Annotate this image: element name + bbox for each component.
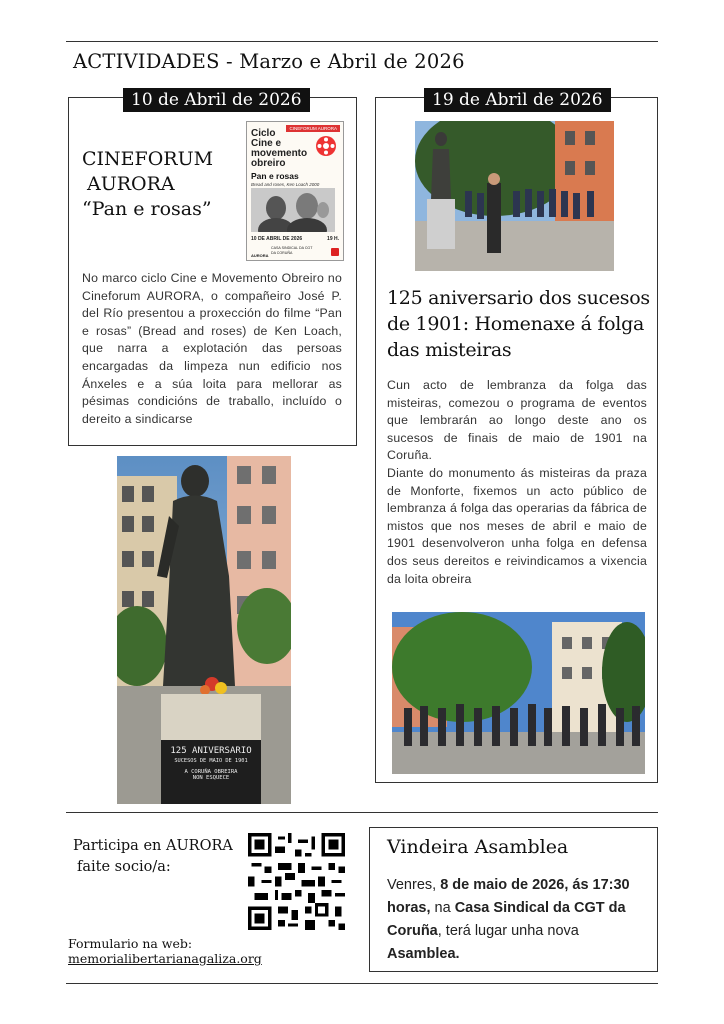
assembly-word: Asamblea. [387,946,460,962]
event1-title-line2: AURORA [87,173,175,195]
website-link[interactable]: memorialibertarianagaliza.org [68,951,262,966]
plaque-line3: A CORUÑA OBREIRA [184,769,238,775]
form-label: Formulario na web: [68,936,193,951]
poster-venue-2: DA CORUÑA [271,250,293,255]
assembly-title: Vindeira Asamblea [387,836,569,858]
event1-title-line3: “Pan e rosas” [82,198,212,220]
bottom-rule [66,983,658,984]
join-text [73,836,233,878]
event1-title-line1: CINEFORUM [82,148,214,170]
cgt-logo-icon [331,248,339,256]
event2-title: 125 aniversario dos sucesos de 1901: Homenaxe á folga das misteiras [387,287,650,361]
event1-body: No marco ciclo Cine e Movemento Obreiro no Cineforum AURORA, o compañeiro José P. del Río presentou a proxección do filme “Pan e rosas” (Bread and roses) de Ken Loach, que narra a explotación das persoas encargadas da limpeza nun edificio nos Ánxeles e a súa loita para mellorar as pésimas condicións de traballo, incluído o dereito a sindicarse [82,271,342,426]
poster-photo [251,188,335,232]
gathering-photo-bottom [392,612,645,774]
plaque-line1: 125 ANIVERSARIO [170,746,252,756]
film-poster [246,121,344,261]
page-title: ACTIVIDADES - Marzo e Abril de 2026 [73,50,465,73]
plaque-line4: NON ESQUECE [192,775,230,781]
poster-badge: CINEFORUM AURORA [286,125,340,132]
assembly-text-2: na [430,900,455,916]
poster-date: 10 DE ABRIL DE 2026 [251,236,303,242]
poster-venue [271,246,312,255]
poster-film-subtitle: Bread and roses, Ken Loach 2000 [251,182,320,187]
poster-film-title: Pan e rosas [251,171,299,181]
event2-body-p2: Diante do monumento ás misteiras da praza de Monforte, fixemos un acto público de lembranza á folga das operarias da fábrica de mistos que nos meses de abril e maio de 1901 desenvolveron unha folga en defensa dos seus dereitos e reivindicamos a vixencia da loita obreira [387,465,647,586]
poster-heading-2: Cine e [251,138,282,149]
gathering-photo-top [415,121,614,271]
poster-venue-1: CASA SINDICAL DA CGT [271,246,313,250]
assembly-venue: Casa Sindical da CGT da Coruña [387,900,626,939]
middle-rule [66,812,658,813]
event2-body-p1: Cun acto de lembranza da folga das misteiras, comezou o programa de eventos que lembrarán ao longo deste ano os sucesos de finais de maio de 1901 na Coruña. [387,378,647,463]
event2-body [387,377,647,588]
poster-logo: AURORA [251,253,269,258]
event2-date-tag: 19 de Abril de 2026 [424,88,611,112]
top-rule [66,41,658,42]
event1-title [82,147,213,222]
join-line1: Participa en AURORA [73,838,233,854]
film-reel-icon [315,135,337,157]
assembly-text-3: , terá lugar unha nova [437,923,579,939]
monument-photo [117,456,291,804]
assembly-date: 8 de maio de 2026, ás 17:30 horas, [387,877,630,916]
poster-heading-4: obreiro [251,158,286,169]
join-line2: faite socio/a: [77,859,171,875]
poster-heading-3: movemento [251,148,308,159]
event1-date-tag: 10 de Abril de 2026 [123,88,310,112]
assembly-text-1: Venres, [387,877,441,893]
poster-time: 19 H. [327,236,339,242]
assembly-text [387,874,642,966]
qr-code[interactable] [248,833,345,930]
poster-heading-1: Ciclo [251,128,276,139]
plaque-text [161,746,261,781]
plaque-line2: SUCESOS DE MAIO DE 1901 [174,758,248,764]
poster-heading [251,129,307,169]
